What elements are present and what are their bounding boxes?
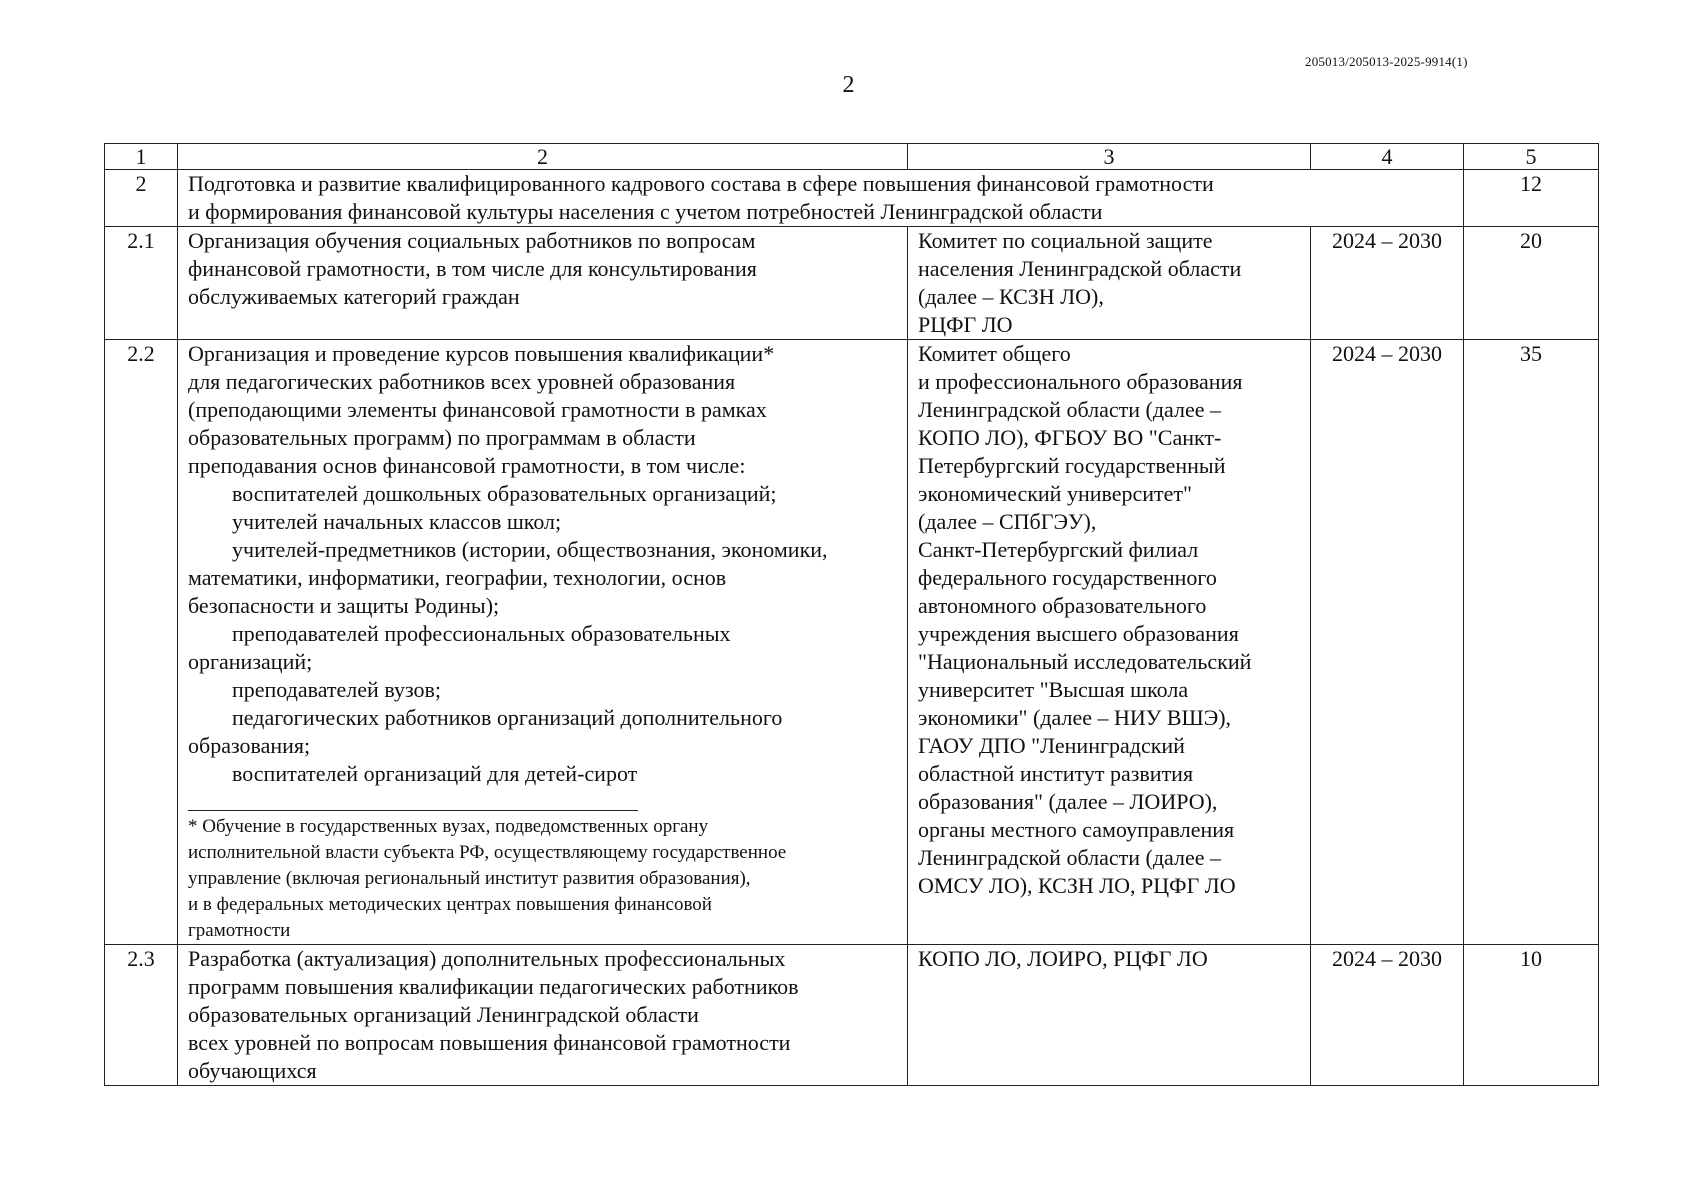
activity-line: для педагогических работников всех уровней образования [188,369,736,394]
row-activity [178,227,908,340]
executor-line: населения Ленинградской области [918,256,1242,281]
row-number: 2.3 [105,945,178,1086]
executor-line: университет "Высшая школа [918,677,1189,702]
activity-line: безопасности и защиты Родины); [188,593,500,618]
footnote-line: управление (включая региональный институт развития образования), [188,868,751,889]
section-title [178,170,1464,227]
executor-line: (далее – СПбГЭУ), [918,509,1097,534]
section-row [105,170,1599,227]
activity-line: воспитателей дошкольных образовательных организаций; [232,481,777,506]
footnote-line: и в федеральных методических центрах повышения финансовой [188,894,712,915]
row-executors [908,945,1311,1086]
executor-line: КОПО ЛО), ФГБОУ ВО "Санкт- [918,425,1222,450]
executor-line: областной институт развития [918,761,1194,786]
section-title-line: Подготовка и развитие квалифицированного кадрового состава в сфере повышения финансовой грамотности [188,171,1214,196]
row-executors [908,227,1311,340]
footnote-line: грамотности [188,920,291,941]
row-period: 2024 – 2030 [1311,945,1464,1086]
executor-line: КОПО ЛО, ЛОИРО, РЦФГ ЛО [918,946,1208,971]
page-number: 2 [842,72,855,98]
executor-line: РЦФГ ЛО [918,312,1013,337]
executor-line: Комитет по социальной защите [918,228,1213,253]
row-activity [178,945,908,1086]
activity-line: обучающихся [188,1058,317,1083]
table-header-row [105,144,1599,170]
executor-line: Комитет общего [918,341,1071,366]
activity-line: Разработка (актуализация) дополнительных профессиональных [188,946,786,971]
executor-line: экономики" (далее – НИУ ВШЭ), [918,705,1232,730]
executor-line: Петербургский государственный [918,453,1226,478]
executor-line: органы местного самоуправления [918,817,1235,842]
executor-line: автономного образовательного [918,593,1207,618]
document-id: 205013/205013-2025-9914(1) [1305,54,1468,69]
column-header: 5 [1464,144,1599,170]
row-weight: 35 [1464,340,1599,945]
row-period: 2024 – 2030 [1311,227,1464,340]
executor-line: ОМСУ ЛО), КСЗН ЛО, РЦФГ ЛО [918,873,1236,898]
activity-line: учителей-предметников (истории, обществознания, экономики, [232,537,828,562]
executor-line: учреждения высшего образования [918,621,1239,646]
executor-line: "Национальный исследовательский [918,649,1252,674]
footnote [188,811,897,944]
activity-line: преподавателей вузов; [232,677,442,702]
activity-line: преподавания основ финансовой грамотности, в том числе: [188,453,746,478]
executor-line: Ленинградской области (далее – [918,397,1221,422]
activity-line: образовательных программ) по программам в области [188,425,696,450]
activity-line: программ повышения квалификации педагогических работников [188,974,799,999]
row-period: 2024 – 2030 [1311,340,1464,945]
section-number: 2 [105,170,178,227]
activity-line: всех уровней по вопросам повышения финансовой грамотности [188,1030,791,1055]
row-executors [908,340,1311,945]
activity-line: образования; [188,733,311,758]
activity-line: математики, информатики, географии, технологии, основ [188,565,727,590]
activity-line: Организация обучения социальных работников по вопросам [188,228,756,253]
section-title-line: и формирования финансовой культуры населения с учетом потребностей Ленинградской области [188,199,1103,224]
executor-line: и профессионального образования [918,369,1243,394]
activity-line: Организация и проведение курсов повышения квалификации* [188,341,775,366]
column-header: 4 [1311,144,1464,170]
activity-line: учителей начальных классов школ; [232,509,562,534]
executor-line: ГАОУ ДПО "Ленинградский [918,733,1185,758]
executor-line: Ленинградской области (далее – [918,845,1221,870]
activity-line: преподавателей профессиональных образовательных [232,621,731,646]
row-weight: 10 [1464,945,1599,1086]
table-row [105,945,1599,1086]
activity-line: обслуживаемых категорий граждан [188,284,520,309]
activity-line: образовательных организаций Ленинградской области [188,1002,699,1027]
column-header: 1 [105,144,178,170]
activity-line: (преподающими элементы финансовой грамотности в рамках [188,397,767,422]
column-header: 2 [178,144,908,170]
executor-line: Санкт-Петербургский филиал [918,537,1199,562]
activity-line: организаций; [188,649,313,674]
column-header: 3 [908,144,1311,170]
row-activity [178,340,908,945]
table-row [105,340,1599,945]
activity-line: финансовой грамотности, в том числе для консультирования [188,256,757,281]
footnote-line: * Обучение в государственных вузах, подведомственных органу [188,816,709,837]
row-weight: 20 [1464,227,1599,340]
table-row [105,227,1599,340]
executor-line: (далее – КСЗН ЛО), [918,284,1104,309]
section-weight: 12 [1464,170,1599,227]
row-number: 2.2 [105,340,178,945]
footnote-line: исполнительной власти субъекта РФ, осуществляющему государственное [188,842,787,863]
activity-line: педагогических работников организаций дополнительного [232,705,783,730]
executor-line: образования" (далее – ЛОИРО), [918,789,1218,814]
plan-table [104,143,1599,1086]
row-number: 2.1 [105,227,178,340]
activity-line: воспитателей организаций для детей-сирот [232,761,638,786]
executor-line: федерального государственного [918,565,1217,590]
executor-line: экономический университет" [918,481,1193,506]
